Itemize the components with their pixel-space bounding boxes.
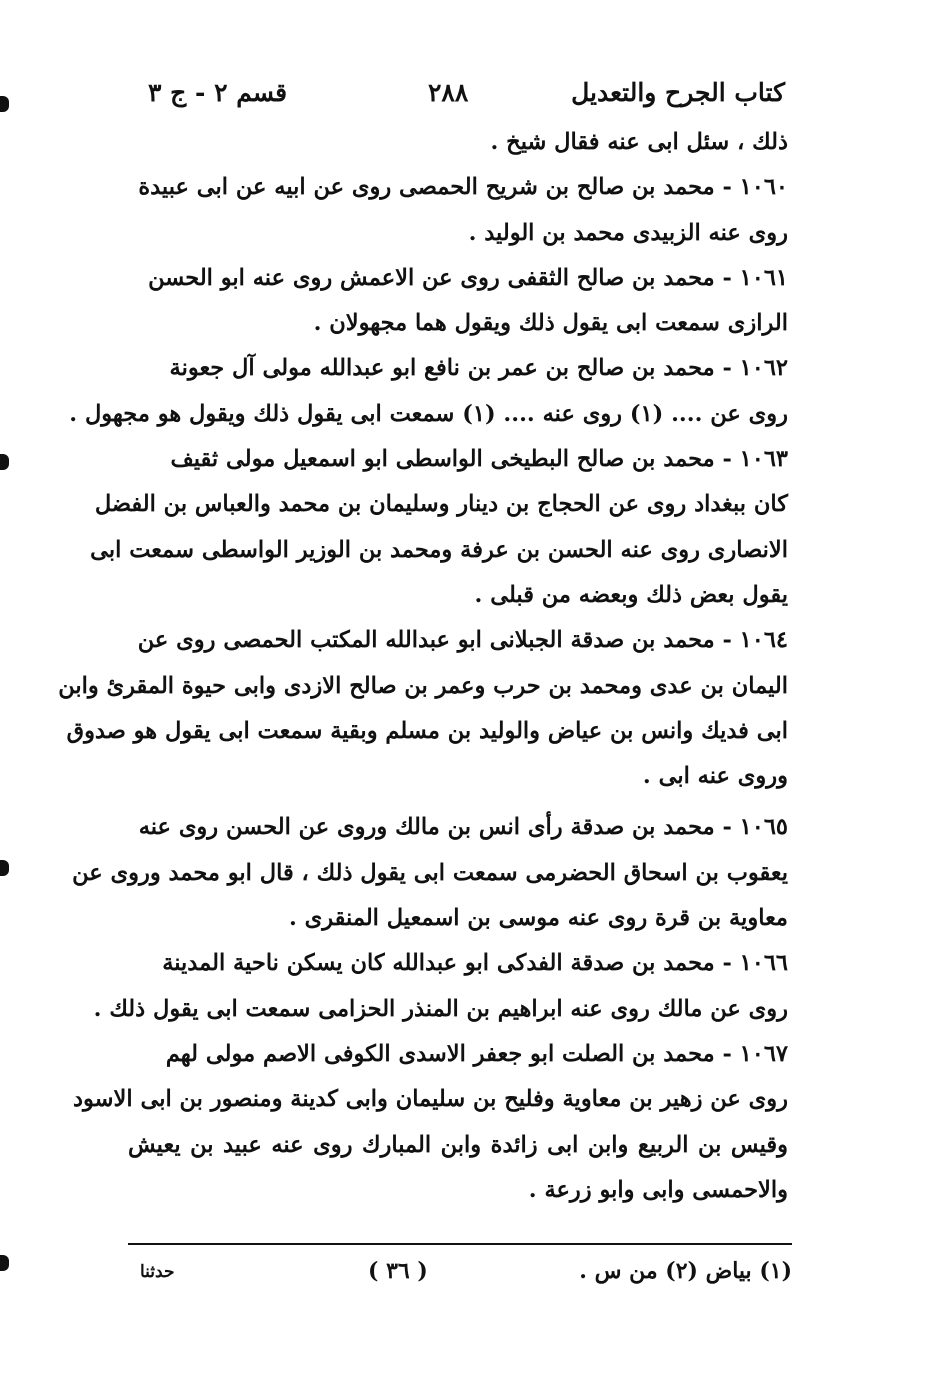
page-number: ٢٨٨ xyxy=(428,78,469,107)
entry-line: ١٠٦٥ - محمد بن صدقة رأى انس بن مالك وروى عن الحسن روى عنه xyxy=(138,814,788,841)
catchword: حدثنا xyxy=(140,1262,175,1282)
text-line: يعقوب بن اسحاق الحضرمى سمعت ابى يقول ذلك ، قال ابو محمد وروى عن xyxy=(72,859,788,886)
page-header xyxy=(130,78,785,118)
entry-line: ١٠٦٠ - محمد بن صالح بن شريح الحمصى روى عن ابيه عن ابى عبيدة xyxy=(138,174,788,201)
text-line: اليمان بن عدى ومحمد بن حرب وعمر بن صالح الازدى وابى حيوة المقرئ وابن xyxy=(58,672,788,699)
text-line: كان ببغداد روى عن الحجاج بن دينار وسليمان بن محمد والعباس بن الفضل xyxy=(94,491,788,518)
text-line: يقول بعض ذلك وبعضه من قبلى . xyxy=(474,581,788,608)
entry-line: ١٠٦٤ - محمد بن صدقة الجبلانى ابو عبدالله المكتب الحمصى روى عن xyxy=(137,627,788,654)
footnote: (١) بياض (٢) من س . xyxy=(579,1258,792,1284)
entry-line: ١٠٦٧ - محمد بن الصلت ابو جعفر الاسدى الكوفى الاصم مولى لهم xyxy=(165,1040,788,1067)
entry-line: ١٠٦٦ - محمد بن صدقة الفدكى ابو عبدالله كان يسكن ناحية المدينة xyxy=(162,950,788,977)
entry-line: ١٠٦٣ - محمد بن صالح البطيخى الواسطى ابو اسمعيل مولى ثقيف xyxy=(170,446,788,473)
section-volume: قسم ٢ - ج ٣ xyxy=(148,78,288,107)
signature-number: ( ٣٦ ) xyxy=(368,1258,428,1284)
text-line: ابى فديك وانس بن عياض والوليد بن مسلم وبقية سمعت ابى يقول هو صدوق xyxy=(66,717,788,744)
text-line: روى عن زهير بن معاوية وفليح بن سليمان وابى كدينة ومنصور بن ابى الاسود xyxy=(73,1086,788,1113)
text-line: روى عن .... (١) روى عنه .... (١) سمعت ابى يقول ذلك ويقول هو مجهول . xyxy=(69,400,788,427)
text-line: معاوية بن قرة روى عنه موسى بن اسمعيل المنقرى . xyxy=(288,905,788,932)
binding-mark xyxy=(0,96,9,112)
binding-mark xyxy=(0,1255,9,1271)
binding-mark xyxy=(0,454,9,470)
entry-line: ١٠٦٢ - محمد بن صالح بن عمر بن نافع ابو عبدالله مولى آل جعونة xyxy=(169,355,788,382)
text-line: ذلك ، سئل ابى عنه فقال شيخ . xyxy=(490,129,788,155)
text-line: والاحمسى وابى وابو زرعة . xyxy=(528,1176,788,1203)
text-line: وروى عنه ابى . xyxy=(642,763,788,790)
entry-line: ١٠٦١ - محمد بن صالح الثقفى روى عن الاعمش روى عنه ابو الحسن xyxy=(148,264,788,291)
text-line: وقيس بن الربيع وابن ابى زائدة وابن المبارك روى عنه عبيد بن يعيش xyxy=(128,1131,788,1158)
text-line: روى عن مالك روى عنه ابراهيم بن المنذر الحزامى سمعت ابى يقول ذلك . xyxy=(93,995,788,1022)
text-line: الرازى سمعت ابى يقول ذلك ويقول هما مجهولان . xyxy=(313,310,788,337)
text-line: الانصارى روى عنه الحسن بن عرفة ومحمد بن الوزير الواسطى سمعت ابى xyxy=(90,536,788,563)
page-footer xyxy=(128,1258,792,1298)
text-line: روى عنه الزبيدى محمد بن الوليد . xyxy=(468,219,788,246)
body-text xyxy=(58,120,788,1213)
binding-mark xyxy=(0,860,9,876)
footnote-divider xyxy=(128,1243,792,1245)
book-title: كتاب الجرح والتعديل xyxy=(571,78,785,107)
